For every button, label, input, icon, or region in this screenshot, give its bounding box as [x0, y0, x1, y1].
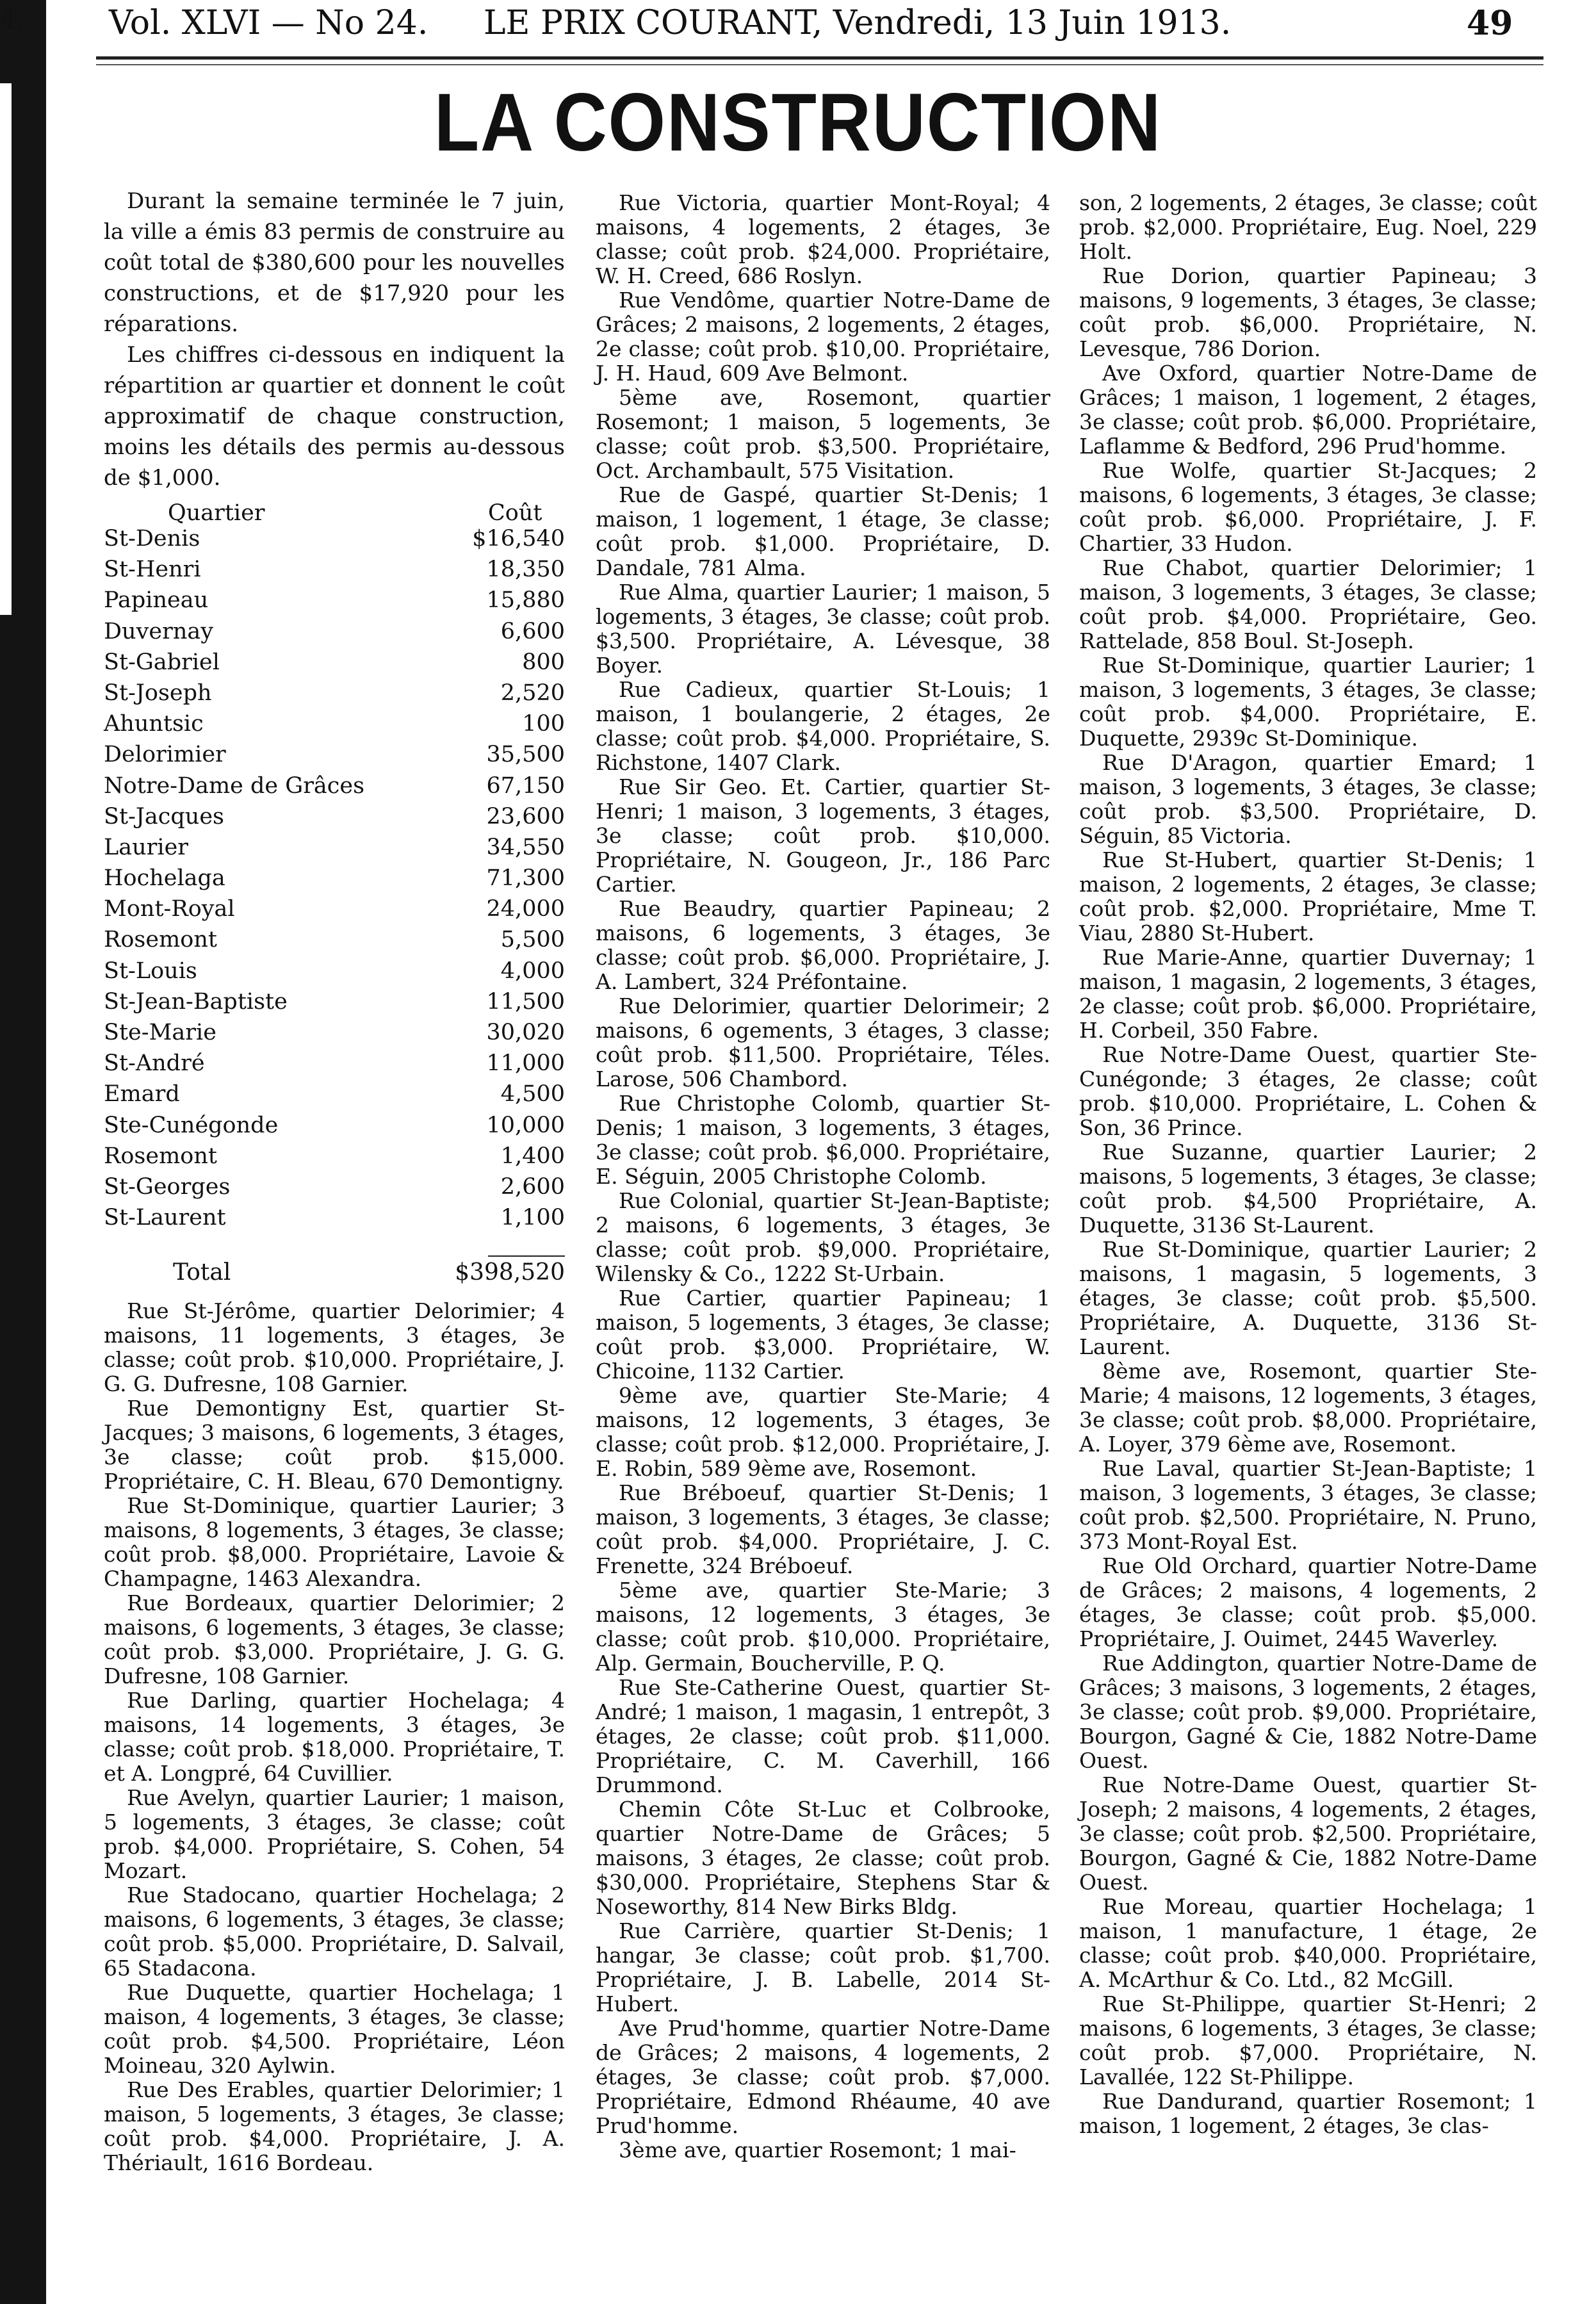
- permit-entry: Ave Prud'homme, quartier Notre-Dame de Grâces; 2 maisons, 4 logements, 2 étages, 3e classe; coût prob. $7,000. Propriétaire, Edmond Rhéaume, 40 ave Prud'homme.: [596, 2016, 1050, 2138]
- permit-entry: Ave Oxford, quartier Notre-Dame de Grâces; 1 maison, 1 logement, 2 étages, 3e classe; coût prob. $6,000. Propriétaire, Laflamme & Bedford, 296 Prud'homme.: [1079, 361, 1537, 459]
- total-value: $398,520: [455, 1259, 565, 1286]
- table-row: [104, 1082, 565, 1113]
- page-title: LA CONSTRUCTION: [434, 77, 1162, 168]
- intro-paragraph: Durant la semaine terminée le 7 juin, la ville a émis 83 permis de construire au coût total de $380,600 pour les nouvelles constructions, et de $17,920 pour les réparations.: [104, 188, 565, 337]
- permit-entry: Rue Addington, quartier Notre-Dame de Grâces; 3 maisons, 3 logements, 2 étages, 3e classe; coût prob. $9,000. Propriétaire, Bourgon, Gagné & Cie, 1882 Notre-Dame Ouest.: [1079, 1651, 1537, 1773]
- permit-entry: Rue Alma, quartier Laurier; 1 maison, 5 logements, 3 étages, 3e classe; coût prob. $3,500. Propriétaire, A. Lévesque, 38 Boyer.: [596, 580, 1050, 678]
- permit-entry: Rue Chabot, quartier Delorimier; 1 maison, 3 logements, 3 étages, 3e classe; coût prob. $4,000. Propriétaire, Geo. Rattelade, 858 Boul. St-Joseph.: [1079, 555, 1537, 653]
- table-row: [104, 1020, 565, 1051]
- permit-entry: Rue Marie-Anne, quartier Duvernay; 1 maison, 1 magasin, 2 logements, 3 étages, 2e classe; coût prob. $6,000. Propriétaire, H. Corbeil, 350 Fabre.: [1079, 945, 1537, 1043]
- permit-entry: Rue Darling, quartier Hochelaga; 4 maisons, 14 logements, 3 étages, 3e classe; coût prob. $18,000. Propriétaire, T. et A. Longpré, 64 Cuvillier.: [104, 1688, 565, 1786]
- quartier-cost: 4,500: [500, 1081, 565, 1107]
- table-row: [104, 805, 565, 835]
- quartier-cost: 24,000: [486, 896, 565, 922]
- quartier-cost: 11,000: [486, 1050, 565, 1077]
- permit-entry: Rue Delorimier, quartier Delorimeir; 2 maisons, 6 ogements, 3 étages, 3 classe; coût prob. $11,500. Propriétaire, Téles. Larose, 506 Chambord.: [596, 993, 1050, 1091]
- permit-entry: Rue Notre-Dame Ouest, quartier St-Joseph; 2 maisons, 4 logements, 2 étages, 3e classe; coût prob. $2,500. Propriétaire, Bourgon, Gagné & Cie, 1882 Notre-Dame Ouest.: [1079, 1772, 1537, 1895]
- table-row: [104, 557, 565, 588]
- permit-entry: Rue Suzanne, quartier Laurier; 2 maisons, 5 logements, 3 étages, 3e classe; coût prob. $4,500 Propriétaire, A. Duquette, 3136 St-Laurent.: [1079, 1140, 1537, 1238]
- table-total: [104, 1261, 565, 1299]
- permit-entry: Rue Carrière, quartier St-Denis; 1 hangar, 3e classe; coût prob. $1,700. Propriétaire, J. B. Labelle, 2014 St-Hubert.: [596, 1918, 1050, 2016]
- quartier-name: St-Henri: [104, 557, 201, 583]
- quartier-name: St-André: [104, 1050, 205, 1077]
- quartier-name: St-Louis: [104, 958, 197, 984]
- table-row: [104, 712, 565, 742]
- quartier-cost: 1,100: [500, 1205, 565, 1231]
- permit-entry: Rue Laval, quartier St-Jean-Baptiste; 1 maison, 3 logements, 3 étages, 3e classe; coût prob. $2,500. Propriétaire, N. Pruno, 373 Mont-Royal Est.: [1079, 1456, 1537, 1554]
- column-3: [1079, 191, 1537, 2138]
- page-edge: [0, 0, 46, 2304]
- table-row: [104, 866, 565, 897]
- quartier-name: Ste-Marie: [104, 1020, 216, 1045]
- quartier-cost: 6,600: [500, 618, 565, 644]
- permit-entry: Rue Moreau, quartier Hochelaga; 1 maison, 1 manufacture, 1 étage, 2e classe; coût prob. $40,000. Propriétaire, A. McArthur & Co. Ltd., 82 McGill.: [1079, 1894, 1537, 1992]
- permit-entry: Rue D'Aragon, quartier Emard; 1 maison, 3 logements, 3 étages, 3e classe; coût prob. $3,500. Propriétaire, D. Séguin, 85 Victoria.: [1079, 750, 1537, 848]
- permit-entry: 5ème ave, Rosemont, quartier Rosemont; 1 maison, 5 logements, 3e classe; coût prob. $3,500. Propriétaire, Oct. Archambault, 575 Visitation.: [596, 385, 1050, 483]
- total-label: Total: [173, 1259, 231, 1286]
- quartier-name: Delorimier: [104, 742, 226, 768]
- table-row: [104, 1051, 565, 1082]
- permit-entry: Rue Victoria, quartier Mont-Royal; 4 maisons, 4 logements, 2 étages, 3e classe; coût prob. $24,000. Propriétaire, W. H. Creed, 686 Roslyn.: [596, 190, 1050, 288]
- col-cout: Coût: [488, 500, 542, 526]
- table-row: [104, 619, 565, 650]
- volume-number: Vol. XLVI — No 24.: [109, 4, 428, 42]
- permit-entry: Rue St-Dominique, quartier Laurier; 2 maisons, 1 magasin, 5 logements, 3 étages, 3e classe; coût prob. $5,500. Propriétaire, A. Duquette, 3136 St-Laurent.: [1079, 1237, 1537, 1359]
- column-1: [104, 186, 565, 2175]
- quartier-cost: 30,020: [486, 1020, 565, 1045]
- table-row: [104, 927, 565, 958]
- table-row: [104, 990, 565, 1020]
- table-row: [104, 1205, 565, 1236]
- quartier-name: Ahuntsic: [104, 711, 204, 737]
- permit-entry: Rue Ste-Catherine Ouest, quartier St-André; 1 maison, 1 magasin, 1 entrepôt, 3 étages, 2e classe; coût prob. $11,000. Propriétaire, C. M. Caverhill, 166 Drummond.: [596, 1675, 1050, 1797]
- permit-entry: Rue de Gaspé, quartier St-Denis; 1 maison, 1 logement, 1 étage, 3e classe; coût prob. $1,000. Propriétaire, D. Dandale, 781 Alma.: [596, 482, 1050, 580]
- table-row: [104, 1113, 565, 1144]
- journal-date: LE PRIX COURANT, Vendredi, 13 Juin 1913.: [484, 4, 1232, 42]
- table-header: [104, 501, 565, 527]
- permit-entry: Chemin Côte St-Luc et Colbrooke, quartier Notre-Dame de Grâces; 5 maisons, 3 étages, 2e classe; coût prob. $30,000. Propriétaire, Stephens Star & Noseworthy, 814 New Birks Bldg.: [596, 1797, 1050, 1919]
- table-row: [104, 959, 565, 990]
- intro-paragraph: Les chiffres ci-dessous en indiquent la répartition ar quartier et donnent le coût approximatif de chaque construction, moins les détails des permis au-dessous de $1,000.: [104, 342, 565, 491]
- permit-entry: Rue Notre-Dame Ouest, quartier Ste-Cunégonde; 3 étages, 2e classe; coût prob. $10,000. Propriétaire, L. Cohen & Son, 36 Prince.: [1079, 1042, 1537, 1140]
- table-row: [104, 835, 565, 866]
- quartier-cost: 1,400: [500, 1143, 565, 1169]
- table-row: [104, 681, 565, 712]
- quartier-name: St-Jean-Baptiste: [104, 988, 288, 1015]
- quartier-table: [104, 501, 565, 1299]
- permit-entry: Rue Des Erables, quartier Delorimier; 1 maison, 5 logements, 3 étages, 3e classe; coût prob. $4,000. Propriétaire, J. A. Thériault, 1616 Bordeau.: [104, 2077, 565, 2176]
- permit-entry: Rue Stadocano, quartier Hochelaga; 2 maisons, 6 logements, 3 étages, 3e classe; coût prob. $5,000. Propriétaire, D. Salvail, 65 Stadacona.: [104, 1883, 565, 1981]
- quartier-name: St-Laurent: [104, 1205, 226, 1231]
- quartier-cost: 18,350: [486, 557, 565, 583]
- quartier-name: Duvernay: [104, 618, 214, 644]
- permit-entry: Rue St-Dominique, quartier Laurier; 1 maison, 3 logements, 3 étages, 3e classe; coût prob. $4,000. Propriétaire, E. Duquette, 2939c St-Dominique.: [1079, 653, 1537, 751]
- quartier-name: Papineau: [104, 587, 209, 614]
- quartier-cost: 11,500: [486, 988, 565, 1015]
- permit-entry: Rue Bordeaux, quartier Delorimier; 2 maisons, 6 logements, 3 étages, 3e classe; coût prob. $3,000. Propriétaire, J. G. G. Dufresne, 108 Garnier.: [104, 1590, 565, 1689]
- page-number: 49: [1467, 4, 1513, 43]
- quartier-name: Rosemont: [104, 927, 217, 953]
- quartier-cost: 800: [522, 649, 565, 675]
- permit-entry: Rue Duquette, quartier Hochelaga; 1 maison, 4 logements, 3 étages, 3e classe; coût prob. $4,500. Propriétaire, Léon Moineau, 320 Aylwin.: [104, 1980, 565, 2079]
- table-row: [104, 1144, 565, 1175]
- intro: [104, 186, 565, 493]
- permit-entry: 3ème ave, quartier Rosemont; 1 mai-: [619, 2137, 1016, 2162]
- table-row: [104, 1175, 565, 1205]
- permit-entry: Rue St-Hubert, quartier St-Denis; 1 maison, 2 logements, 2 étages, 3e classe; coût prob. $2,000. Propriétaire, Mme T. Viau, 2880 St-Hubert.: [1079, 847, 1537, 945]
- quartier-name: St-Joseph: [104, 680, 212, 706]
- header-rule: [96, 56, 1543, 60]
- quartier-name: Laurier: [104, 834, 189, 860]
- permit-entry: Rue Sir Geo. Et. Cartier, quartier St-Henri; 1 maison, 3 logements, 3 étages, 3e classe; coût prob. $10,000. Propriétaire, N. Gougeon, Jr., 186 Parc Cartier.: [596, 774, 1050, 897]
- permit-entry: Rue Dorion, quartier Papineau; 3 maisons, 9 logements, 3 étages, 3e classe; coût prob. $6,000. Propriétaire, N. Levesque, 786 Dorion.: [1079, 263, 1537, 361]
- header-rule-thin: [96, 64, 1543, 65]
- permit-entry: Rue Vendôme, quartier Notre-Dame de Grâces; 2 maisons, 2 logements, 2 étages, 2e classe; coût prob. $10,00. Propriétaire, J. H. Haud, 609 Ave Belmont.: [596, 288, 1050, 386]
- permit-entry: Rue Avelyn, quartier Laurier; 1 maison, 5 logements, 3 étages, 3e classe; coût prob. $4,000. Propriétaire, S. Cohen, 54 Mozart.: [104, 1785, 565, 1884]
- permit-entry: 8ème ave, Rosemont, quartier Ste-Marie; 4 maisons, 12 logements, 3 étages, 3e classe; coût prob. $8,000. Propriétaire, A. Loyer, 379 6ème ave, Rosemont.: [1079, 1359, 1537, 1457]
- table-body: [104, 527, 565, 1236]
- quartier-name: St-Gabriel: [104, 649, 220, 675]
- quartier-name: St-Georges: [104, 1173, 231, 1200]
- table-row: [104, 588, 565, 619]
- quartier-cost: 4,000: [500, 958, 565, 984]
- permit-entry: 5ème ave, quartier Ste-Marie; 3 maisons, 12 logements, 3 étages, 3e classe; coût prob. $10,000. Propriétaire, Alp. Germain, Boucherville, P. Q.: [596, 1578, 1050, 1676]
- table-row: [104, 897, 565, 927]
- quartier-cost: 34,550: [486, 834, 565, 860]
- permit-entry: Rue Christophe Colomb, quartier St-Denis; 1 maison, 3 logements, 3 étages, 3e classe; coût prob. $6,000. Propriétaire, E. Séguin, 2005 Christophe Colomb.: [596, 1091, 1050, 1189]
- quartier-cost: 67,150: [486, 772, 565, 799]
- permit-entry: Rue Bréboeuf, quartier St-Denis; 1 maison, 3 logements, 3 étages, 3e classe; coût prob. $4,000. Propriétaire, J. C. Frenette, 324 Bréboeuf.: [596, 1480, 1050, 1578]
- quartier-name: St-Denis: [104, 526, 200, 551]
- quartier-cost: 10,000: [486, 1112, 565, 1138]
- permit-entry: Rue Cadieux, quartier St-Louis; 1 maison, 1 boulangerie, 2 étages, 2e classe; coût prob. $4,000. Propriétaire, S. Richstone, 1407 Clark.: [596, 677, 1050, 775]
- quartier-name: Ste-Cunégonde: [104, 1112, 279, 1138]
- col3-permits: [1079, 191, 1537, 2138]
- table-row: [104, 650, 565, 681]
- col-quartier: Quartier: [168, 500, 265, 526]
- running-header: [109, 4, 1518, 50]
- permit-entry: Rue Dandurand, quartier Rosemont; 1 maison, 1 logement, 2 étages, 3e clas-: [1079, 2089, 1537, 2138]
- permit-entry: Rue Beaudry, quartier Papineau; 2 maisons, 6 logements, 3 étages, 3e classe; coût prob. $6,000. Propriétaire, J. A. Lambert, 324 Préfontaine.: [596, 896, 1050, 994]
- quartier-cost: 5,500: [500, 927, 565, 953]
- permit-entry: Rue St-Philippe, quartier St-Henri; 2 maisons, 6 logements, 3 étages, 3e classe; coût prob. $7,000. Propriétaire, N. Lavallée, 122 St-Philippe.: [1079, 1991, 1537, 2089]
- quartier-cost: 2,600: [500, 1173, 565, 1200]
- quartier-name: Notre-Dame de Grâces: [104, 772, 365, 799]
- total-rule: [488, 1255, 565, 1257]
- permit-entry: son, 2 logements, 2 étages, 3e classe; coût prob. $2,000. Propriétaire, Eug. Noel, 229 Holt.: [1079, 190, 1537, 264]
- quartier-name: Mont-Royal: [104, 896, 235, 922]
- table-row: [104, 774, 565, 805]
- permit-entry: 9ème ave, quartier Ste-Marie; 4 maisons, 12 logements, 3 étages, 3e classe; coût prob. $12,000. Propriétaire, J. E. Robin, 589 9ème ave, Rosemont.: [596, 1383, 1050, 1481]
- quartier-cost: 2,520: [500, 680, 565, 706]
- permit-entry: Rue St-Dominique, quartier Laurier; 3 maisons, 8 logements, 3 étages, 3e classe; coût prob. $8,000. Propriétaire, Lavoie & Champagne, 1463 Alexandra.: [104, 1493, 565, 1592]
- quartier-name: Rosemont: [104, 1143, 217, 1169]
- col1-permits: [104, 1299, 565, 2175]
- col2-permits: [596, 191, 1050, 2162]
- quartier-cost: 100: [522, 711, 565, 737]
- quartier-cost: $16,540: [472, 526, 565, 551]
- permit-entry: Rue Old Orchard, quartier Notre-Dame de Grâces; 2 maisons, 4 logements, 2 étages, 3e classe; coût prob. $5,000. Propriétaire, J. Ouimet, 2445 Waverley.: [1079, 1553, 1537, 1651]
- quartier-name: Hochelaga: [104, 865, 225, 892]
- column-2: [596, 191, 1050, 2162]
- quartier-name: Emard: [104, 1081, 180, 1107]
- permit-entry: Rue St-Jérôme, quartier Delorimier; 4 maisons, 11 logements, 3 étages, 3e classe; coût prob. $10,000. Propriétaire, J. G. G. Dufresne, 108 Garnier.: [104, 1298, 565, 1397]
- permit-entry: Rue Wolfe, quartier St-Jacques; 2 maisons, 6 logements, 3 étages, 3e classe; coût prob. $6,000. Propriétaire, J. F. Chartier, 33 Hudon.: [1079, 458, 1537, 556]
- quartier-cost: 15,880: [486, 587, 565, 614]
- table-row: [104, 527, 565, 557]
- permit-entry: Rue Cartier, quartier Papineau; 1 maison, 5 logements, 3 étages, 3e classe; coût prob. $3,000. Propriétaire, W. Chicoine, 1132 Cartier.: [596, 1286, 1050, 1384]
- quartier-cost: 23,600: [486, 803, 565, 829]
- quartier-name: St-Jacques: [104, 803, 224, 829]
- quartier-cost: 35,500: [486, 742, 565, 768]
- edge-gap: [0, 83, 12, 615]
- quartier-cost: 71,300: [486, 865, 565, 892]
- table-row: [104, 742, 565, 773]
- edge-mark: 4.: [0, 5, 25, 35]
- permit-entry: Rue Demontigny Est, quartier St-Jacques; 3 maisons, 6 logements, 3 étages, 3e classe; coût prob. $15,000. Propriétaire, C. H. Bleau, 670 Demontigny.: [104, 1396, 565, 1494]
- permit-entry: Rue Colonial, quartier St-Jean-Baptiste; 2 maisons, 6 logements, 3 étages, 3e classe; coût prob. $9,000. Propriétaire, Wilensky & Co., 1222 St-Urbain.: [596, 1188, 1050, 1286]
